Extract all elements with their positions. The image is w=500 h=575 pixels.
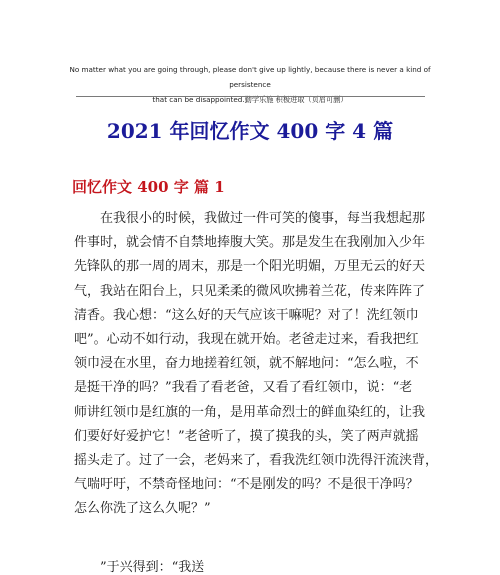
paragraph-line: 领巾浸在水里，奋力地搓着红领，就不解地问：“怎么啦，不: [74, 356, 419, 372]
section-heading: 回忆作文 400 字 篇 1: [72, 178, 225, 196]
paragraph-line: 先锋队的那一周的周末，那是一个阳光明媚，万里无云的好天: [74, 259, 426, 275]
paragraph-line: 吧”。心动不如行动，我现在就开始。老爸走过来，看我把红: [74, 332, 419, 348]
paragraph-line: 清香。我心想：“这么好的天气应该干嘛呢？对了！洗红领巾: [74, 307, 419, 323]
header-motto-line2: that can be disappointed.勤学乐施 积极进取（页眉可删）: [152, 95, 348, 104]
paragraph-line: 件事时，就会情不自禁地捧腹大笑。那是发生在我刚加入少年: [74, 235, 426, 251]
paragraph-line: 摇头走了。过了一会，老妈来了，看我洗红领巾洗得汗流浃背，: [74, 453, 439, 469]
paragraph-line: 在我很小的时候，我做过一件可笑的傻事，每当我想起那: [100, 211, 426, 226]
header-motto: [60, 62, 440, 107]
paragraph-line: 怎么你洗了这么久呢？”: [74, 501, 211, 517]
paragraph-line: 师讲红领巾是红旗的一角，是用革命烈士的鲜血染红的，让我: [74, 404, 426, 420]
paragraph-line: 气，我站在阳台上，只见柔柔的微风吹拂着兰花，传来阵阵了: [74, 283, 426, 299]
paragraph-line: 是挺干净的吗？”我看了看老爸，又看了看红领巾，说：“老: [74, 380, 413, 396]
header-motto-line1: No matter what you are going through, please don't give up lightly, because there is never a kind of persistence: [69, 65, 431, 89]
header-divider: [76, 96, 425, 97]
paragraph-line: 气喘吁吁，不禁奇怪地问：“不是刚发的吗？不是很干净吗？: [74, 477, 419, 493]
paragraph-line: 们要好好爱护它！”老爸听了，摸了摸我的头，笑了两声就摇: [74, 428, 419, 444]
cut-off-line: ”于兴得到：“我送: [100, 560, 205, 575]
essay-paragraph: [74, 207, 439, 522]
document-title: 2021 年回忆作文 400 字 4 篇: [106, 119, 394, 143]
